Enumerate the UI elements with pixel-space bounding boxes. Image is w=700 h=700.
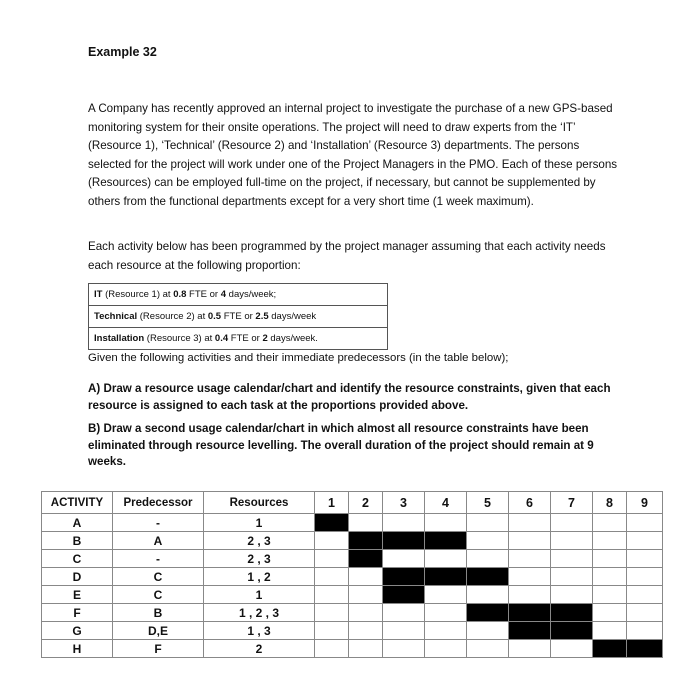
week-cell: [593, 532, 627, 550]
week-cell: [315, 604, 349, 622]
predecessor-cell: A: [113, 532, 204, 550]
gantt-bar-cell: [425, 532, 467, 550]
week-cell: [315, 640, 349, 658]
week-cell: [425, 622, 467, 640]
week-cell: [551, 550, 593, 568]
proportion-mid: FTE or: [228, 333, 263, 344]
week-cell: [425, 640, 467, 658]
week-cell: [593, 622, 627, 640]
predecessor-cell: C: [113, 586, 204, 604]
week-cell: [509, 640, 551, 658]
week-cell: [551, 514, 593, 532]
week-header: 4: [425, 492, 467, 514]
table-row: [42, 586, 663, 604]
week-cell: [467, 622, 509, 640]
week-header: 6: [509, 492, 551, 514]
gantt-bar-cell: [509, 604, 551, 622]
week-cell: [551, 568, 593, 586]
week-header: 2: [349, 492, 383, 514]
proportion-name: IT: [94, 289, 103, 300]
table-row: [42, 514, 663, 532]
activity-cell: H: [42, 640, 113, 658]
predecessor-cell: -: [113, 550, 204, 568]
week-cell: [627, 532, 663, 550]
week-cell: [425, 604, 467, 622]
proportion-cell: [89, 284, 388, 306]
week-cell: [627, 586, 663, 604]
proportion-days: 2: [262, 333, 268, 344]
resources-cell: 2 , 3: [204, 550, 315, 568]
week-cell: [383, 604, 425, 622]
activity-cell: F: [42, 604, 113, 622]
week-cell: [593, 514, 627, 532]
column-header: Predecessor: [113, 492, 204, 514]
table-row: [42, 640, 663, 658]
resources-cell: 2: [204, 640, 315, 658]
week-header: 8: [593, 492, 627, 514]
week-cell: [425, 514, 467, 532]
week-cell: [467, 586, 509, 604]
gantt-bar-cell: [551, 622, 593, 640]
resources-cell: 2 , 3: [204, 532, 315, 550]
proportion-name: Technical: [94, 311, 138, 322]
week-cell: [349, 586, 383, 604]
week-cell: [509, 550, 551, 568]
predecessor-cell: C: [113, 568, 204, 586]
resources-cell: 1: [204, 514, 315, 532]
proportion-cell: [89, 328, 388, 350]
week-cell: [627, 514, 663, 532]
week-cell: [349, 622, 383, 640]
proportion-days: 2.5: [255, 311, 269, 322]
activity-cell: E: [42, 586, 113, 604]
resources-cell: 1 , 2 , 3: [204, 604, 315, 622]
week-cell: [425, 550, 467, 568]
gantt-bar-cell: [551, 604, 593, 622]
week-cell: [467, 532, 509, 550]
gantt-bar-cell: [383, 568, 425, 586]
proportion-fte: 0.4: [214, 333, 229, 344]
week-cell: [315, 550, 349, 568]
week-header: 7: [551, 492, 593, 514]
gantt-table: [41, 491, 663, 658]
proportion-end: days/week;: [226, 289, 277, 300]
activity-cell: A: [42, 514, 113, 532]
week-cell: [593, 604, 627, 622]
week-header: 3: [383, 492, 425, 514]
week-cell: [315, 622, 349, 640]
predecessor-cell: B: [113, 604, 204, 622]
week-cell: [315, 532, 349, 550]
table-row: [42, 604, 663, 622]
proportion-name: Installation: [94, 333, 145, 344]
week-cell: [593, 568, 627, 586]
week-cell: [349, 568, 383, 586]
activity-cell: D: [42, 568, 113, 586]
intro-paragraph: A Company has recently approved an internal project to investigate the purchase of a new GPS-based monitoring system for their onsite operations. The project will need to draw experts from the ‘IT’ (Resource 1), ‘Technical’ (Resource 2) and ‘Installation’ (Resource 3) departments. The persons selected for the project will work under one of the Project Managers in the PMO. Each of these persons (Resources) can be employed full-time on the project, if necessary, but cannot be supplemented by others from the functional departments except for a very short time (1 week maximum).: [88, 102, 618, 208]
column-header: ACTIVITY: [42, 492, 113, 514]
week-cell: [627, 550, 663, 568]
resource-proportion-table: [88, 283, 388, 350]
week-cell: [315, 568, 349, 586]
table-row: [42, 532, 663, 550]
gantt-bar-cell: [627, 640, 663, 658]
week-cell: [349, 514, 383, 532]
week-cell: [467, 514, 509, 532]
week-cell: [383, 622, 425, 640]
question-a: A) Draw a resource usage calendar/chart and identify the resource constraints, given that each resource is assigned to each task at the proportions provided above.: [88, 382, 611, 412]
proportion-end: days/week: [268, 311, 317, 322]
proportion-row: [89, 284, 388, 306]
proportion-days: 4: [220, 289, 227, 300]
gantt-bar-cell: [467, 568, 509, 586]
week-header: 9: [627, 492, 663, 514]
week-cell: [627, 568, 663, 586]
gantt-bar-cell: [593, 640, 627, 658]
week-cell: [551, 532, 593, 550]
week-header: 1: [315, 492, 349, 514]
table-row: [42, 550, 663, 568]
resources-cell: 1 , 2: [204, 568, 315, 586]
table-row: [42, 568, 663, 586]
week-cell: [627, 622, 663, 640]
week-cell: [593, 586, 627, 604]
week-cell: [509, 586, 551, 604]
week-cell: [383, 640, 425, 658]
week-cell: [315, 586, 349, 604]
predecessor-cell: F: [113, 640, 204, 658]
activity-cell: C: [42, 550, 113, 568]
week-cell: [383, 514, 425, 532]
week-cell: [551, 640, 593, 658]
gantt-bar-cell: [383, 532, 425, 550]
week-header: 5: [467, 492, 509, 514]
gantt-bar-cell: [315, 514, 349, 532]
gantt-bar-cell: [383, 586, 425, 604]
week-cell: [509, 568, 551, 586]
gantt-bar-cell: [349, 550, 383, 568]
activity-cell: B: [42, 532, 113, 550]
activity-cell: G: [42, 622, 113, 640]
predecessor-cell: D,E: [113, 622, 204, 640]
gantt-bar-cell: [425, 568, 467, 586]
resources-cell: 1 , 3: [204, 622, 315, 640]
week-cell: [509, 532, 551, 550]
week-cell: [467, 640, 509, 658]
proportion-fte: 0.8: [173, 289, 187, 300]
week-cell: [593, 550, 627, 568]
gantt-bar-cell: [509, 622, 551, 640]
column-header: Resources: [204, 492, 315, 514]
week-cell: [509, 514, 551, 532]
week-cell: [467, 550, 509, 568]
week-cell: [349, 640, 383, 658]
question-b: B) Draw a second usage calendar/chart in which almost all resource constraints have been eliminated through resource levelling. The overall duration of the project should remain at 9 weeks.: [88, 422, 594, 468]
proportion-res: (Resource 3) at: [144, 333, 215, 344]
page-title: Example 32: [88, 45, 157, 59]
proportion-end: days/week.: [267, 333, 318, 344]
proportion-row: [89, 306, 388, 328]
given-text: Given the following activities and their immediate predecessors (in the table below);: [88, 352, 509, 364]
proportion-res: (Resource 1) at: [102, 289, 174, 300]
gantt-bar-cell: [349, 532, 383, 550]
predecessor-cell: -: [113, 514, 204, 532]
proportion-fte: 0.5: [207, 311, 222, 322]
week-cell: [349, 604, 383, 622]
week-cell: [425, 586, 467, 604]
proportion-mid: FTE or: [186, 289, 221, 300]
table-row: [42, 622, 663, 640]
proportion-res: (Resource 2) at: [137, 311, 208, 322]
proportion-paragraph: Each activity below has been programmed by the project manager assuming that each activity needs each resource at the following proportion:: [88, 240, 606, 272]
week-cell: [383, 550, 425, 568]
resources-cell: 1: [204, 586, 315, 604]
proportion-cell: [89, 306, 388, 328]
week-cell: [551, 586, 593, 604]
week-cell: [627, 604, 663, 622]
proportion-mid: FTE or: [221, 311, 256, 322]
proportion-row: [89, 328, 388, 350]
gantt-bar-cell: [467, 604, 509, 622]
